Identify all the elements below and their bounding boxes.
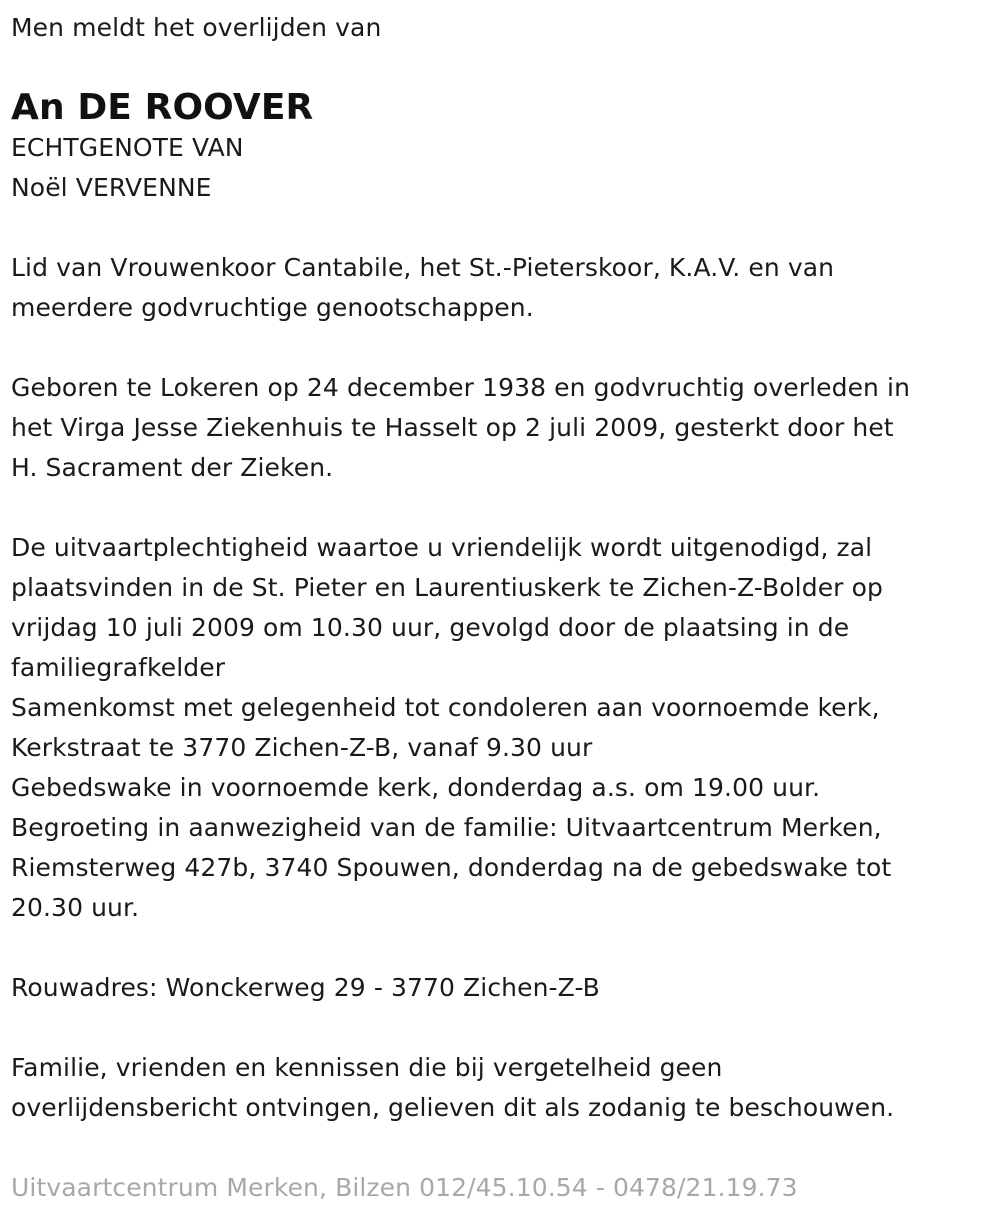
text-line: Familie, vrienden en kennissen die bij vergetelheid geen bbox=[11, 1053, 723, 1082]
ceremony-paragraph bbox=[11, 528, 986, 928]
text-line: De uitvaartplechtigheid waartoe u vriendelijk wordt uitgenodigd, zal bbox=[11, 533, 873, 562]
text-line: familiegrafkelder bbox=[11, 653, 226, 682]
intro-text: Men meldt het overlijden van bbox=[11, 13, 382, 42]
text-line: vrijdag 10 juli 2009 om 10.30 uur, gevolgd door de plaatsing in de bbox=[11, 613, 850, 642]
text-line: Begroeting in aanwezigheid van de familie: Uitvaartcentrum Merken, bbox=[11, 813, 882, 842]
text-line: 20.30 uur. bbox=[11, 893, 140, 922]
text-line: H. Sacrament der Zieken. bbox=[11, 453, 334, 482]
text-line: het Virga Jesse Ziekenhuis te Hasselt op 2 juli 2009, gesterkt door het bbox=[11, 413, 894, 442]
text-line: Gebedswake in voornoemde kerk, donderdag a.s. om 19.00 uur. bbox=[11, 773, 821, 802]
text-line: Samenkomst met gelegenheid tot condoleren aan voornoemde kerk, bbox=[11, 693, 880, 722]
relation-text: ECHTGENOTE VAN bbox=[11, 133, 244, 162]
notice-paragraph bbox=[11, 1048, 986, 1128]
text-line: Lid van Vrouwenkoor Cantabile, het St.-Pieterskoor, K.A.V. en van bbox=[11, 253, 835, 282]
spouse-name: Noël VERVENNE bbox=[11, 173, 212, 202]
text-line: Riemsterweg 427b, 3740 Spouwen, donderdag na de gebedswake tot bbox=[11, 853, 892, 882]
birth-death-paragraph bbox=[11, 368, 986, 488]
text-line: Kerkstraat te 3770 Zichen-Z-B, vanaf 9.30 uur bbox=[11, 733, 593, 762]
text-line: overlijdensbericht ontvingen, gelieven dit als zodanig te beschouwen. bbox=[11, 1093, 895, 1122]
mourning-address: Rouwadres: Wonckerweg 29 - 3770 Zichen-Z-B bbox=[11, 973, 600, 1002]
text-line: plaatsvinden in de St. Pieter en Laurentiuskerk te Zichen-Z-Bolder op bbox=[11, 573, 883, 602]
membership-paragraph bbox=[11, 248, 986, 328]
text-line: Geboren te Lokeren op 24 december 1938 en godvruchtig overleden in bbox=[11, 373, 911, 402]
funeral-home-footer: Uitvaartcentrum Merken, Bilzen 012/45.10.54 - 0478/21.19.73 bbox=[11, 1173, 798, 1202]
text-line: meerdere godvruchtige genootschappen. bbox=[11, 293, 534, 322]
deceased-name: An DE ROOVER bbox=[11, 87, 314, 128]
